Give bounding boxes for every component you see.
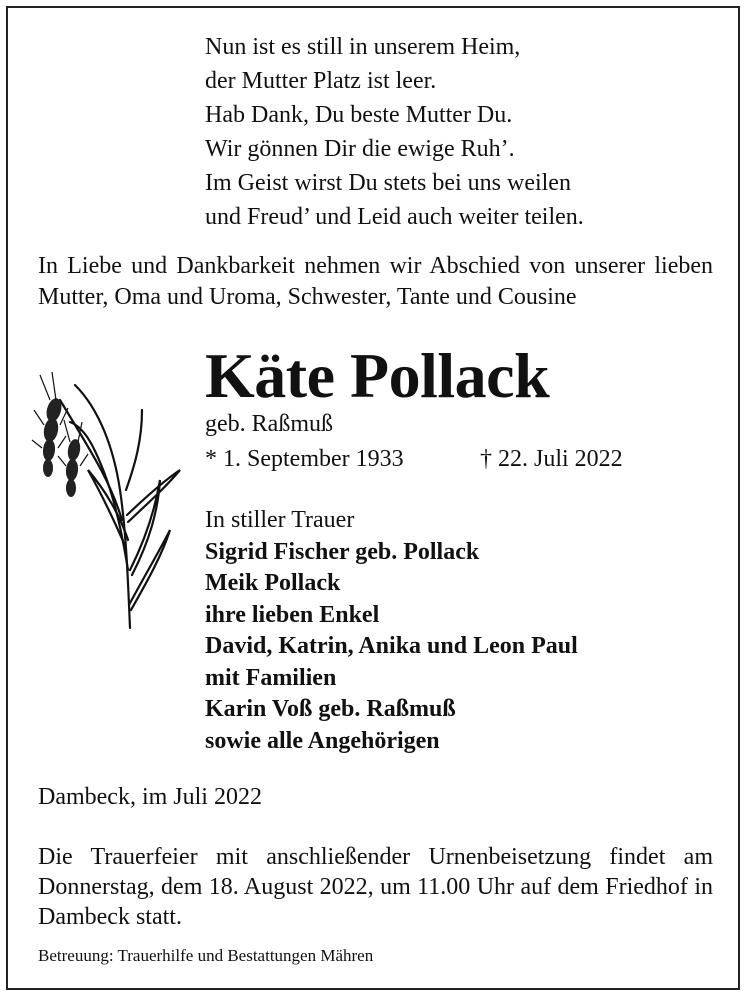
poem-line: der Mutter Platz ist leer. xyxy=(205,68,437,94)
funeral-service-credit: Betreuung: Trauerhilfe und Bestattungen Mähren xyxy=(38,946,374,965)
death-date: † 22. Juli 2022 xyxy=(480,446,623,472)
mourner-line: Sigrid Fischer geb. Pollack xyxy=(205,538,480,565)
life-dates xyxy=(205,443,623,475)
poem-line: Im Geist wirst Du stets bei uns weilen xyxy=(205,170,571,196)
place-date: Dambeck, im Juli 2022 xyxy=(38,784,262,810)
birth-name: geb. Raßmuß xyxy=(205,411,333,437)
mourner-line: Meik Pollack xyxy=(205,570,341,596)
mourner-line: mit Familien xyxy=(205,664,337,691)
poem-line: und Freud’ und Leid auch weiter teilen. xyxy=(205,204,584,230)
poem-line: Hab Dank, Du beste Mutter Du. xyxy=(205,102,513,128)
poem-line: Nun ist es still in unserem Heim, xyxy=(205,34,521,60)
ceremony-info: Die Trauerfeier mit anschließender Urnenbeisetzung findet am Donnerstag, dem 18. August 2022, um 11.00 Uhr auf dem Friedhof in Dambeck statt. xyxy=(38,844,713,930)
intro-text: In Liebe und Dankbarkeit nehmen wir Abschied von unserer lieben Mutter, Oma und Uroma, Schwester, Tante und Cousine xyxy=(38,253,713,310)
birth-date: * 1. September 1933 xyxy=(205,446,404,472)
mourners-list xyxy=(205,505,578,757)
deceased-name: Käte Pollack xyxy=(205,340,550,411)
mourners-heading: In stiller Trauer xyxy=(205,507,355,533)
mourner-line: ihre lieben Enkel xyxy=(205,601,380,628)
poem xyxy=(205,30,584,234)
mourner-line: Karin Voß geb. Raßmuß xyxy=(205,696,456,722)
mourner-line: David, Katrin, Anika und Leon Paul xyxy=(205,633,578,659)
poem-line: Wir gönnen Dir die ewige Ruh’. xyxy=(205,136,515,162)
mourner-line: sowie alle Angehörigen xyxy=(205,727,440,754)
wheat-ears-icon xyxy=(30,370,190,640)
